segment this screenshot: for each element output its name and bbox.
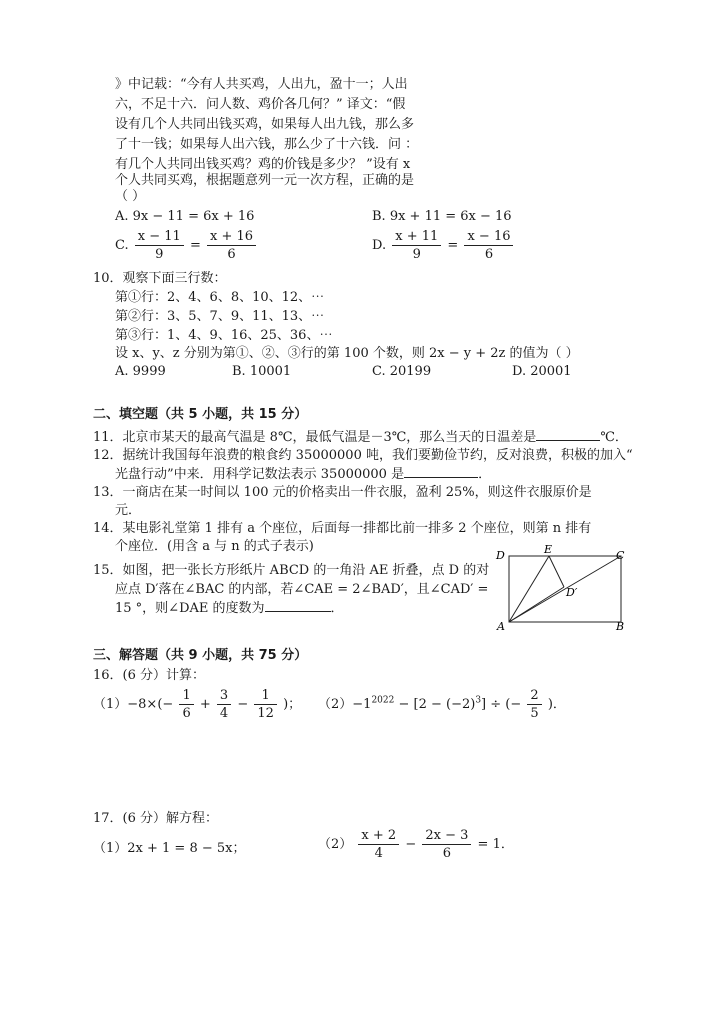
- q9-line-6: 个人共同买鸡，根据题意列一元一次方程，正确的是: [115, 173, 415, 188]
- q16-part-1-end: )；: [283, 697, 302, 712]
- q10-option-b: B. 10001: [232, 364, 292, 379]
- exponent: 2022: [371, 695, 395, 706]
- denominator: 4: [374, 846, 383, 861]
- q9-line-2: 六，不足十六．问人数、鸡价各几何？” 译文：“假: [115, 97, 406, 112]
- q11-unit: ℃．: [600, 430, 628, 445]
- q17-part-2: [318, 828, 514, 861]
- q9-option-d-label: D.: [372, 238, 387, 253]
- q10-option-c: C. 20199: [372, 364, 432, 379]
- label-c: C: [616, 549, 625, 562]
- q12-text: 光盘行动”中来．用科学记数法表示 35000000 是: [115, 467, 405, 482]
- q16-part-1-start: （1）−8×(−: [93, 697, 174, 712]
- fraction: [464, 229, 513, 262]
- label-d: D: [496, 549, 505, 562]
- q12-end: ．: [478, 467, 492, 482]
- numerator: 1: [179, 688, 193, 705]
- diagonal-ac: [509, 556, 621, 622]
- q10-heading: 10．观察下面三行数：: [93, 271, 227, 286]
- q15-line-2: 应点 D′落在∠BAC 的内部，若∠CAE = 2∠BAD′，且∠CAD′ =: [115, 582, 489, 597]
- answer-blank[interactable]: [265, 599, 331, 612]
- q12-line-2: [115, 465, 491, 484]
- equals-sign: =: [447, 238, 459, 253]
- q16-heading: 16．(6 分）计算：: [93, 668, 206, 683]
- label-b: B: [616, 620, 625, 632]
- q17-part-2-start: （2）: [318, 837, 353, 852]
- label-a: A: [497, 620, 505, 632]
- label-d-prime: D′: [566, 586, 578, 599]
- exponent: 3: [475, 695, 482, 706]
- numerator: 2x − 3: [422, 828, 471, 845]
- q9-line-3: 设有几个人共同出钱买鸡，如果每人出九钱，那么多: [115, 117, 415, 132]
- fraction: [392, 229, 441, 262]
- q12-line-1: 12．据统计我国每年浪费的粮食约 35000000 吨，我们要勤俭节约，反对浪费，积极的加入“: [93, 448, 633, 463]
- denominator: 6: [484, 247, 494, 262]
- fraction: [422, 828, 471, 861]
- numerator: 1: [254, 688, 277, 705]
- q11-text: 11．北京市某天的最高气温是 8℃，最低气温是－3℃，那么当天的日温差是: [93, 430, 537, 445]
- numerator: x + 2: [358, 828, 399, 845]
- equals-sign: =: [189, 238, 201, 253]
- q17-part-2-end: = 1．: [477, 837, 514, 852]
- numerator: x − 16: [464, 229, 513, 246]
- q10-row-3: 第③行：1、4、9、16、25、36、⋯: [115, 328, 333, 343]
- q16-part-2-middle: − [2 − (−2): [394, 697, 476, 712]
- q9-line-7: （ ）: [115, 189, 146, 204]
- q10-option-a: A. 9999: [115, 364, 166, 379]
- label-e: E: [544, 544, 553, 556]
- denominator: 5: [530, 706, 539, 721]
- q10-row-2: 第②行：3、5、7、9、11、13、⋯: [115, 309, 325, 324]
- q16-part-2-division: ] ÷ (−: [481, 697, 522, 712]
- plus-sign: +: [199, 697, 211, 712]
- q15-line-3: [115, 599, 344, 618]
- denominator: 6: [442, 846, 452, 861]
- q9-option-c-label: C.: [115, 238, 129, 253]
- denominator: 12: [257, 706, 274, 721]
- q15-text: 15 °，则∠DAE 的度数为: [115, 601, 265, 616]
- q9-line-5: 有几个人共同出钱买鸡？鸡的价钱是多少？ ”设有 x: [115, 157, 411, 172]
- denominator: 9: [412, 247, 421, 262]
- q9-option-c: [115, 229, 258, 262]
- answer-blank[interactable]: [404, 465, 478, 478]
- q15-line-1: 15．如图，把一张长方形纸片 ABCD 的一角沿 AE 折叠，点 D 的对: [93, 563, 490, 578]
- denominator: 9: [155, 247, 164, 262]
- fraction: [527, 688, 541, 721]
- section-2-title: 二、填空题（共 5 小题，共 15 分）: [93, 407, 308, 422]
- answer-blank[interactable]: [536, 428, 600, 441]
- denominator: 6: [227, 247, 236, 262]
- fraction: [254, 688, 277, 721]
- q9-option-d: [372, 229, 515, 262]
- q16-part-2-end: )．: [547, 697, 566, 712]
- numerator: x + 11: [392, 229, 441, 246]
- fold-line-ae: [509, 556, 549, 622]
- fraction: [217, 688, 231, 721]
- section-3-title: 三、解答题（共 9 小题，共 75 分）: [93, 648, 308, 663]
- segment-ed-prime: [549, 556, 564, 587]
- q17-heading: 17．(6 分）解方程：: [93, 811, 219, 826]
- numerator: x + 16: [207, 229, 256, 246]
- fraction: [207, 229, 256, 262]
- q11: [93, 428, 628, 447]
- q9-line-1: 》中记载：“今有人共买鸡，人出九，盈十一；人出: [115, 77, 408, 92]
- q13-line-2: 元．: [115, 503, 142, 518]
- fraction: [135, 229, 184, 262]
- fraction: [358, 828, 399, 861]
- numerator: 2: [527, 688, 541, 705]
- q10-question: 设 x、y、z 分别为第①、②、③行的第 100 个数，则 2x − y + 2z 的值为（ ）: [115, 346, 579, 361]
- q15-end: ．: [330, 601, 344, 616]
- minus-sign: −: [405, 837, 417, 852]
- segment-ad-prime: [509, 587, 564, 622]
- geometry-figure-rectangle-fold: [494, 544, 634, 632]
- q9-line-4: 了十一钱；如果每人出六钱，那么少了十六钱．问 ：: [115, 137, 419, 152]
- q16-part-1: [93, 688, 301, 721]
- q16-part-2-start: （2）−1: [318, 697, 372, 712]
- minus-sign: −: [237, 697, 249, 712]
- denominator: 4: [219, 706, 229, 721]
- numerator: 3: [217, 688, 231, 705]
- denominator: 6: [182, 706, 191, 721]
- q17-part-1: （1）2x + 1 = 8 − 5x；: [93, 841, 246, 856]
- q9-option-b: B. 9x + 11 = 6x − 16: [372, 209, 512, 224]
- q10-option-d: D. 20001: [512, 364, 572, 379]
- numerator: x − 11: [135, 229, 184, 246]
- q16-part-2: [318, 688, 566, 721]
- q10-row-1: 第①行：2、4、6、8、10、12、⋯: [115, 290, 325, 305]
- fraction: [179, 688, 193, 721]
- q14-line-1: 14．某电影礼堂第 1 排有 a 个座位，后面每一排都比前一排多 2 个座位，则第 n 排有: [93, 521, 592, 536]
- q9-option-a: A. 9x − 11 = 6x + 16: [115, 209, 255, 224]
- q14-line-2: 个座位．(用含 a 与 n 的式子表示): [115, 539, 314, 554]
- q13-line-1: 13．一商店在某一时间以 100 元的价格卖出一件衣服，盈利 25%，则这件衣服原价是: [93, 485, 592, 500]
